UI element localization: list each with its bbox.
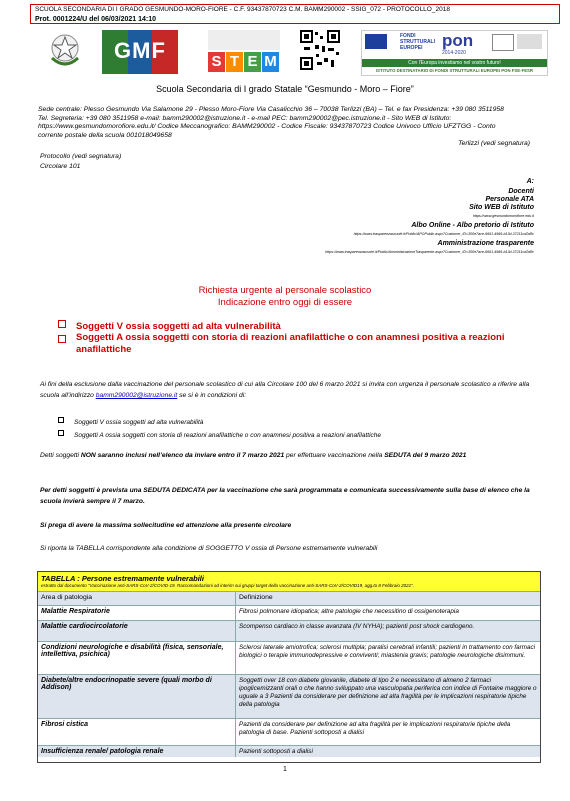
paragraph-5: Si riporta la TABELLA corrispondente alla condizione di SOGGETTO V ossia di Persone estremamente vulnerabili <box>40 545 378 552</box>
subject-line-1: Richiesta urgente al personale scolastico <box>198 285 372 296</box>
stem-logo: S T E M <box>204 30 284 74</box>
table-row: Fibrosi cistica Pazienti da considerare per definizione ad alta fragilità per le implicazioni respiratorie tipiche della patologia di base. Pazienti sottoposti a dialisi <box>38 718 540 745</box>
albo-url[interactable]: https://www.trasparenzascuole.it/Public/APOPublic.aspx?Customer_ID=300e7ace-6661-4966-b13d-37211cd2d8c <box>353 232 534 236</box>
address-line-1: Sede centrale: Plesso Gesmundo Via Salamone 29 - Plesso Moro-Fiore Via Casalicchio 36 – 70038 Terlizzi (BA) – Tel. e fax Presidenza: +39 080 3511958 <box>38 106 504 113</box>
protocollo-label: Protocollo (vedi segnatura) <box>40 153 122 160</box>
red-list-item: Soggetti V ossia soggetti ad alta vulnerabilità <box>58 320 528 333</box>
address-line-4: corrente postale della scuola 001018049658 <box>38 131 172 139</box>
pon-banner: FONDI STRUTTURALI EUROPEI pon 2014-2020 Con l'Europa investiamo nel vostro futuro! ISTITUTO DESTINATARIO DI FONDI STRUTTURALI EUROPEI PON FSE-FESR <box>361 30 548 76</box>
table-row: Insufficienza renale/ patologia renale Pazienti sottoposti a dialisi <box>38 745 540 757</box>
column-header: Area di patologia <box>41 594 93 601</box>
table-title: TABELLA : Persone estremamente vulnerabili <box>41 574 204 583</box>
recipient-docenti: Docenti <box>508 188 534 195</box>
recipient-amministrazione: Amministrazione trasparente <box>437 240 534 247</box>
school-address <box>38 106 548 140</box>
bullet-square-icon <box>58 430 64 436</box>
paragraph-3: Per detti soggetti è prevista una SEDUTA DEDICATA per la vaccinazione che sarà programmata e comunicata successivamente sulla base di elenco che la scuola invierà sempre il 7 marzo. <box>40 487 530 505</box>
bullet-item: Soggetti V ossia soggetti ad alta vulnerabilità <box>58 417 203 426</box>
protocol-stamp <box>30 4 560 24</box>
table-row: Diabete/altre endocrinopatie severe (quali morbo di Addison) Soggetti over 18 con diabete giovanile, diabete di tipo 2 e necessitano di almeno 2 farmaci ipoglicemizzanti orali o che hanno sviluppato una vasculopatia periferica con indice di Fontaine maggiore o uguale a 3 Pazienti da considerare per definizione ad alta fragilità per le implicazioni respiratorie tipiche della patologia <box>38 674 540 718</box>
protocol-line-2: Prot. 0001224/U del 06/03/2021 14:10 <box>35 15 157 23</box>
logo-bar <box>0 30 570 78</box>
recipient-personale: Personale ATA <box>485 196 534 203</box>
column-header: Definizione <box>235 592 540 605</box>
bullet-item: Soggetti A ossia soggetti con storia di reazioni anafilattiche o con anamnesi positiva a reazioni anafilattiche <box>58 430 381 439</box>
page-number: 1 <box>283 766 287 773</box>
school-name: Scuola Secondaria di I grado Statale “Gesmundo - Moro – Fiore” <box>156 84 414 94</box>
gmf-logo: GMF <box>102 30 178 74</box>
address-line-3: https://www.gesmundomorofiore.edu.it/ Codice Meccanografico: BAMM290002 - Codice Fiscale: 93437870723 Codice Univoco Ufficio UFZTGG - Conto <box>38 123 496 131</box>
italian-emblem-icon <box>48 30 82 70</box>
table-row: Malattie cardiocircolatorie Scompenso cardiaco in classe avanzata (IV NYHA); pazienti post shock cardiogeno. <box>38 620 540 641</box>
paragraph-4: Si prega di avere la massima sollecitudine ed attenzione alla presente circolare <box>40 522 292 529</box>
table-header-row <box>38 591 540 605</box>
address-line-2: Tel. Segreteria: +39 080 3511958 e-mail: bamm290002@istruzione.it - e-mail PEC: bamm290002@pec.istruzione.it - Sito WEB di Istituto: <box>38 114 452 122</box>
table-row: Malattie Respiratorie Fibrosi polmonare idiopatica; altre patologie che necessitino di ossigenoterapia <box>38 605 540 620</box>
place-date: Terlizzi (vedi segnatura) <box>458 140 530 147</box>
bullet-square-icon <box>58 417 64 423</box>
qr-code-icon <box>300 30 340 70</box>
recipients-a: A: <box>526 178 534 185</box>
table-subtitle: estratto dal documento “Vaccinazione anti-SARS-CoV-2/COVID-19. Raccomandazioni ad interim sui gruppi target della vaccinazione anti-SARS-CoV-2/COVID19, agg.to 8 Febbraio 2021”. <box>41 583 414 588</box>
paragraph-1: Ai fini della esclusione dalla vaccinazione del personale scolastico di cui alla Circolare 100 del 6 marzo 2021 si invita con urgenza il personale scolastico a riferire alla scuola all’indirizzo bamm290002@istruzione.it se si è in condizioni di: <box>40 381 530 399</box>
subject <box>0 285 570 309</box>
table-title-bar <box>38 572 540 591</box>
red-list-item: Soggetti A ossia soggetti con storia di reazioni anafilattiche o con anamnesi positiva a reazioni anafilattiche <box>58 332 528 356</box>
checkbox-square-icon <box>58 335 66 343</box>
school-email-link[interactable]: bamm290002@istruzione.it <box>95 392 178 399</box>
table-row: Condizioni neurologiche e disabilità (fisica, sensoriale, intellettiva, psichica) Sclerosi laterale amiotrofica; sclerosi multipla; paralisi cerebrali infantili; pazienti in trattamento con farmaci biologici o terapie immunodepressive e conviventi; miastenia gravis; patologie neurologiche disimmuni. <box>38 641 540 674</box>
circolare-number: Circolare 101 <box>40 163 81 170</box>
protocol-line-1: SCUOLA SECONDARIA DI I GRADO GESMUNDO-MORO-FIORE - C.F. 93437870723 C.M. BAMM290002 - SSIG_072 - PROTOCOLLO_2018 <box>35 6 450 13</box>
paragraph-2: Detti soggetti NON saranno inclusi nell’elenco da inviare entro il 7 marzo 2021 per effettuare vaccinazione nella SEDUTA del 9 marzo 2021 <box>40 452 467 459</box>
recipient-sito: Sito WEB di Istituto <box>469 204 534 211</box>
amministrazione-url[interactable]: https://www.trasparenzascuole.it/Public/AmministrazioneTrasparente.aspx?Customer_ID=300e7ace-6661-4966-b13d-37211cd2d8c <box>325 250 534 254</box>
sito-url[interactable]: https://www.gesmundomorofiore.edu.it <box>472 214 534 218</box>
recipient-albo: Albo Online - Albo pretorio di Istituto <box>411 222 534 229</box>
checkbox-square-icon <box>58 320 66 328</box>
subject-line-2: Indicazione entro oggi di essere <box>217 297 353 308</box>
vulnerability-table <box>37 571 541 763</box>
